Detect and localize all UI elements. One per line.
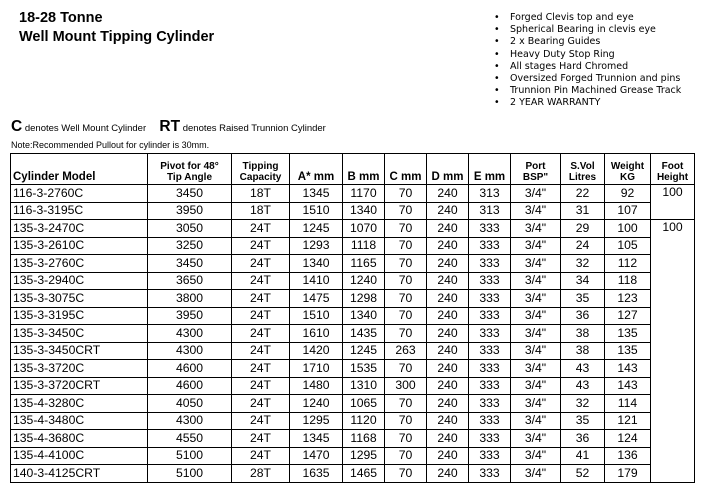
feature-list [493, 12, 718, 110]
cell-a: 1470 [290, 447, 343, 465]
cell-foot-height: 100 [651, 185, 695, 220]
cell-c: 70 [385, 430, 427, 448]
cell-a: 1340 [290, 255, 343, 273]
cell-b: 1310 [343, 377, 385, 395]
cell-model: 135-3-3450CRT [11, 342, 148, 360]
table-row [11, 325, 695, 343]
cell-d: 240 [427, 307, 469, 325]
cell-pivot: 3450 [148, 255, 232, 273]
cell-port: 3/4" [511, 202, 561, 220]
cell-model: 135-4-3280C [11, 395, 148, 413]
table-row [11, 255, 695, 273]
column-header-text: Tip Angle [167, 172, 212, 183]
column-header-text: Foot [661, 161, 684, 172]
cell-a: 1245 [290, 220, 343, 238]
column-header-d [427, 154, 469, 185]
table-row [11, 185, 695, 203]
cell-model: 135-3-3720C [11, 360, 148, 378]
cell-e: 333 [469, 395, 511, 413]
cell-svol: 36 [561, 307, 605, 325]
cell-pivot: 4300 [148, 325, 232, 343]
cell-pivot: 3950 [148, 202, 232, 220]
cell-c: 70 [385, 325, 427, 343]
column-header-c [385, 154, 427, 185]
cell-a: 1345 [290, 430, 343, 448]
cell-e: 313 [469, 185, 511, 203]
cell-model: 140-3-4125CRT [11, 465, 148, 483]
cell-svol: 22 [561, 185, 605, 203]
cell-a: 1475 [290, 290, 343, 308]
table-row [11, 220, 695, 238]
cell-weight: 121 [605, 412, 651, 430]
column-header-text: Pivot for 48° [160, 161, 219, 172]
cell-tipping: 24T [232, 220, 290, 238]
cell-tipping: 24T [232, 395, 290, 413]
cell-a: 1345 [290, 185, 343, 203]
cell-c: 70 [385, 307, 427, 325]
cell-svol: 24 [561, 237, 605, 255]
cell-model: 135-3-3720CRT [11, 377, 148, 395]
cell-weight: 135 [605, 325, 651, 343]
cell-tipping: 18T [232, 202, 290, 220]
feature-item: • 2 x Bearing Guides [493, 36, 718, 48]
cell-e: 333 [469, 430, 511, 448]
cell-c: 70 [385, 447, 427, 465]
pullout-note: Note:Recommended Pullout for cylinder is 30mm. [11, 140, 210, 150]
cell-b: 1240 [343, 272, 385, 290]
cell-d: 240 [427, 447, 469, 465]
cell-svol: 41 [561, 447, 605, 465]
feature-item: • Spherical Bearing in clevis eye [493, 24, 718, 36]
cell-svol: 32 [561, 255, 605, 273]
cell-d: 240 [427, 377, 469, 395]
column-header-text: S.Vol [570, 161, 595, 172]
cell-b: 1165 [343, 255, 385, 273]
cell-port: 3/4" [511, 237, 561, 255]
cell-c: 70 [385, 412, 427, 430]
cell-port: 3/4" [511, 412, 561, 430]
cell-b: 1120 [343, 412, 385, 430]
cell-model: 116-3-2760C [11, 185, 148, 203]
column-header-text: B mm [347, 171, 380, 183]
cell-port: 3/4" [511, 290, 561, 308]
cell-pivot: 4600 [148, 360, 232, 378]
cell-b: 1168 [343, 430, 385, 448]
cell-a: 1635 [290, 465, 343, 483]
column-header-weight [605, 154, 651, 185]
table-row [11, 430, 695, 448]
cell-weight: 118 [605, 272, 651, 290]
cell-c: 70 [385, 255, 427, 273]
cell-b: 1070 [343, 220, 385, 238]
cell-weight: 112 [605, 255, 651, 273]
cell-e: 333 [469, 220, 511, 238]
cylinder-spec-table [10, 153, 695, 483]
column-header-tipping [232, 154, 290, 185]
cell-e: 333 [469, 325, 511, 343]
cell-port: 3/4" [511, 255, 561, 273]
column-header-text: Cylinder Model [13, 171, 96, 183]
cell-port: 3/4" [511, 342, 561, 360]
cell-d: 240 [427, 290, 469, 308]
cell-d: 240 [427, 465, 469, 483]
cell-model: 135-3-2760C [11, 255, 148, 273]
cell-tipping: 24T [232, 290, 290, 308]
cell-a: 1293 [290, 237, 343, 255]
column-header-svol [561, 154, 605, 185]
cell-model: 135-4-4100C [11, 447, 148, 465]
cell-pivot: 3050 [148, 220, 232, 238]
column-header-text: Capacity [239, 172, 282, 183]
cell-svol: 32 [561, 395, 605, 413]
cell-model: 135-3-2470C [11, 220, 148, 238]
column-header-text: Height [656, 172, 689, 183]
cell-tipping: 24T [232, 325, 290, 343]
cell-weight: 92 [605, 185, 651, 203]
cell-d: 240 [427, 237, 469, 255]
cell-d: 240 [427, 202, 469, 220]
cell-port: 3/4" [511, 430, 561, 448]
table-row [11, 290, 695, 308]
cell-port: 3/4" [511, 395, 561, 413]
table-body [11, 185, 695, 483]
legend-c-code: C [11, 118, 23, 135]
column-header-text: BSP" [522, 172, 549, 183]
cell-weight: 135 [605, 342, 651, 360]
cell-weight: 136 [605, 447, 651, 465]
cell-e: 333 [469, 255, 511, 273]
cell-svol: 34 [561, 272, 605, 290]
cell-d: 240 [427, 360, 469, 378]
cell-a: 1410 [290, 272, 343, 290]
cell-e: 313 [469, 202, 511, 220]
cell-tipping: 24T [232, 447, 290, 465]
table-row [11, 465, 695, 483]
column-header-a [290, 154, 343, 185]
column-header-text: D mm [431, 171, 464, 183]
cell-svol: 43 [561, 360, 605, 378]
cell-port: 3/4" [511, 360, 561, 378]
cell-port: 3/4" [511, 377, 561, 395]
column-header-e [469, 154, 511, 185]
cell-port: 3/4" [511, 465, 561, 483]
legend-rt-code: RT [159, 118, 181, 135]
cell-e: 333 [469, 465, 511, 483]
column-header-text: Tipping [242, 161, 279, 172]
cell-port: 3/4" [511, 447, 561, 465]
legend-rt-text: denotes Raised Trunnion Cylinder [182, 123, 326, 134]
feature-item: • 2 YEAR WARRANTY [493, 97, 718, 109]
table-row [11, 447, 695, 465]
column-header-b [343, 154, 385, 185]
cell-tipping: 24T [232, 255, 290, 273]
cell-b: 1340 [343, 307, 385, 325]
cell-pivot: 4050 [148, 395, 232, 413]
cell-weight: 114 [605, 395, 651, 413]
column-header-port [511, 154, 561, 185]
cell-c: 70 [385, 272, 427, 290]
cell-port: 3/4" [511, 185, 561, 203]
page-title [19, 9, 214, 47]
table-row [11, 307, 695, 325]
cell-d: 240 [427, 220, 469, 238]
cell-tipping: 24T [232, 272, 290, 290]
table-row [11, 412, 695, 430]
column-header-text: Port [525, 161, 546, 172]
cell-port: 3/4" [511, 307, 561, 325]
cell-port: 3/4" [511, 272, 561, 290]
cell-tipping: 24T [232, 342, 290, 360]
cell-weight: 124 [605, 430, 651, 448]
cell-pivot: 5100 [148, 465, 232, 483]
cell-pivot: 3450 [148, 185, 232, 203]
cell-weight: 127 [605, 307, 651, 325]
cell-a: 1420 [290, 342, 343, 360]
legend-c-text: denotes Well Mount Cylinder [24, 123, 147, 134]
cell-b: 1118 [343, 237, 385, 255]
cell-pivot: 4300 [148, 412, 232, 430]
cell-e: 333 [469, 377, 511, 395]
cell-b: 1435 [343, 325, 385, 343]
cell-weight: 143 [605, 377, 651, 395]
cell-a: 1240 [290, 395, 343, 413]
cell-c: 70 [385, 395, 427, 413]
cell-model: 135-3-3075C [11, 290, 148, 308]
cell-pivot: 3650 [148, 272, 232, 290]
cell-model: 116-3-3195C [11, 202, 148, 220]
cell-c: 70 [385, 202, 427, 220]
cell-svol: 38 [561, 342, 605, 360]
cell-tipping: 24T [232, 307, 290, 325]
cell-c: 70 [385, 360, 427, 378]
cell-c: 300 [385, 377, 427, 395]
cell-e: 333 [469, 290, 511, 308]
cell-c: 70 [385, 185, 427, 203]
cell-c: 70 [385, 465, 427, 483]
cell-model: 135-3-3450C [11, 325, 148, 343]
model-code-legend [11, 118, 326, 136]
cell-e: 333 [469, 360, 511, 378]
cell-a: 1295 [290, 412, 343, 430]
feature-item: • All stages Hard Chromed [493, 61, 718, 73]
table-row [11, 395, 695, 413]
cell-tipping: 24T [232, 237, 290, 255]
cell-pivot: 4550 [148, 430, 232, 448]
cell-weight: 105 [605, 237, 651, 255]
feature-item: • Forged Clevis top and eye [493, 12, 718, 24]
cell-e: 333 [469, 237, 511, 255]
column-header-text: Litres [568, 172, 597, 183]
cell-a: 1510 [290, 307, 343, 325]
cell-model: 135-3-2940C [11, 272, 148, 290]
cell-d: 240 [427, 255, 469, 273]
cell-d: 240 [427, 272, 469, 290]
cell-weight: 100 [605, 220, 651, 238]
cell-svol: 35 [561, 412, 605, 430]
column-header-foot [651, 154, 695, 185]
feature-item: • Oversized Forged Trunnion and pins [493, 73, 718, 85]
cell-c: 263 [385, 342, 427, 360]
cell-b: 1298 [343, 290, 385, 308]
cell-c: 70 [385, 220, 427, 238]
cell-port: 3/4" [511, 325, 561, 343]
table-row [11, 377, 695, 395]
cell-pivot: 3250 [148, 237, 232, 255]
cell-tipping: 18T [232, 185, 290, 203]
feature-item: • Heavy Duty Stop Ring [493, 49, 718, 61]
cell-b: 1340 [343, 202, 385, 220]
cell-a: 1510 [290, 202, 343, 220]
cell-svol: 31 [561, 202, 605, 220]
table-row [11, 360, 695, 378]
cell-tipping: 24T [232, 430, 290, 448]
title-line-2: Well Mount Tipping Cylinder [19, 29, 215, 45]
column-header-model [11, 154, 148, 185]
cell-d: 240 [427, 325, 469, 343]
cell-b: 1535 [343, 360, 385, 378]
cell-weight: 123 [605, 290, 651, 308]
cell-tipping: 24T [232, 412, 290, 430]
cell-b: 1245 [343, 342, 385, 360]
feature-item: • Trunnion Pin Machined Grease Track [493, 85, 718, 97]
cell-a: 1610 [290, 325, 343, 343]
cell-weight: 179 [605, 465, 651, 483]
cell-weight: 143 [605, 360, 651, 378]
cell-svol: 35 [561, 290, 605, 308]
cell-svol: 38 [561, 325, 605, 343]
cell-d: 240 [427, 430, 469, 448]
cell-model: 135-4-3680C [11, 430, 148, 448]
table-row [11, 237, 695, 255]
cell-pivot: 4300 [148, 342, 232, 360]
cell-pivot: 3800 [148, 290, 232, 308]
column-header-text: C mm [389, 171, 422, 183]
cell-b: 1065 [343, 395, 385, 413]
cell-c: 70 [385, 290, 427, 308]
cell-tipping: 24T [232, 377, 290, 395]
cell-d: 240 [427, 395, 469, 413]
cell-port: 3/4" [511, 220, 561, 238]
title-line-1: 18-28 Tonne [19, 10, 103, 26]
cell-foot-height: 100 [651, 220, 695, 483]
column-header-text: E mm [473, 171, 506, 183]
table-row [11, 342, 695, 360]
cell-d: 240 [427, 412, 469, 430]
cell-e: 333 [469, 307, 511, 325]
cell-svol: 29 [561, 220, 605, 238]
cell-pivot: 5100 [148, 447, 232, 465]
table-header-row [11, 154, 695, 185]
cell-b: 1465 [343, 465, 385, 483]
cell-e: 333 [469, 412, 511, 430]
column-header-pivot [148, 154, 232, 185]
cell-d: 240 [427, 342, 469, 360]
column-header-text: A* mm [297, 171, 335, 183]
cell-b: 1170 [343, 185, 385, 203]
cell-svol: 36 [561, 430, 605, 448]
cell-a: 1710 [290, 360, 343, 378]
cell-weight: 107 [605, 202, 651, 220]
cell-tipping: 28T [232, 465, 290, 483]
cell-e: 333 [469, 342, 511, 360]
cell-d: 240 [427, 185, 469, 203]
cell-tipping: 24T [232, 360, 290, 378]
cell-e: 333 [469, 272, 511, 290]
cell-b: 1295 [343, 447, 385, 465]
cell-e: 333 [469, 447, 511, 465]
cell-svol: 52 [561, 465, 605, 483]
table-row [11, 202, 695, 220]
cell-c: 70 [385, 237, 427, 255]
cell-pivot: 4600 [148, 377, 232, 395]
column-header-text: Weight [610, 161, 645, 172]
cell-svol: 43 [561, 377, 605, 395]
table-row [11, 272, 695, 290]
cell-pivot: 3950 [148, 307, 232, 325]
cell-model: 135-3-2610C [11, 237, 148, 255]
cell-model: 135-4-3480C [11, 412, 148, 430]
cell-a: 1480 [290, 377, 343, 395]
column-header-text: KG [620, 172, 635, 183]
cell-model: 135-3-3195C [11, 307, 148, 325]
